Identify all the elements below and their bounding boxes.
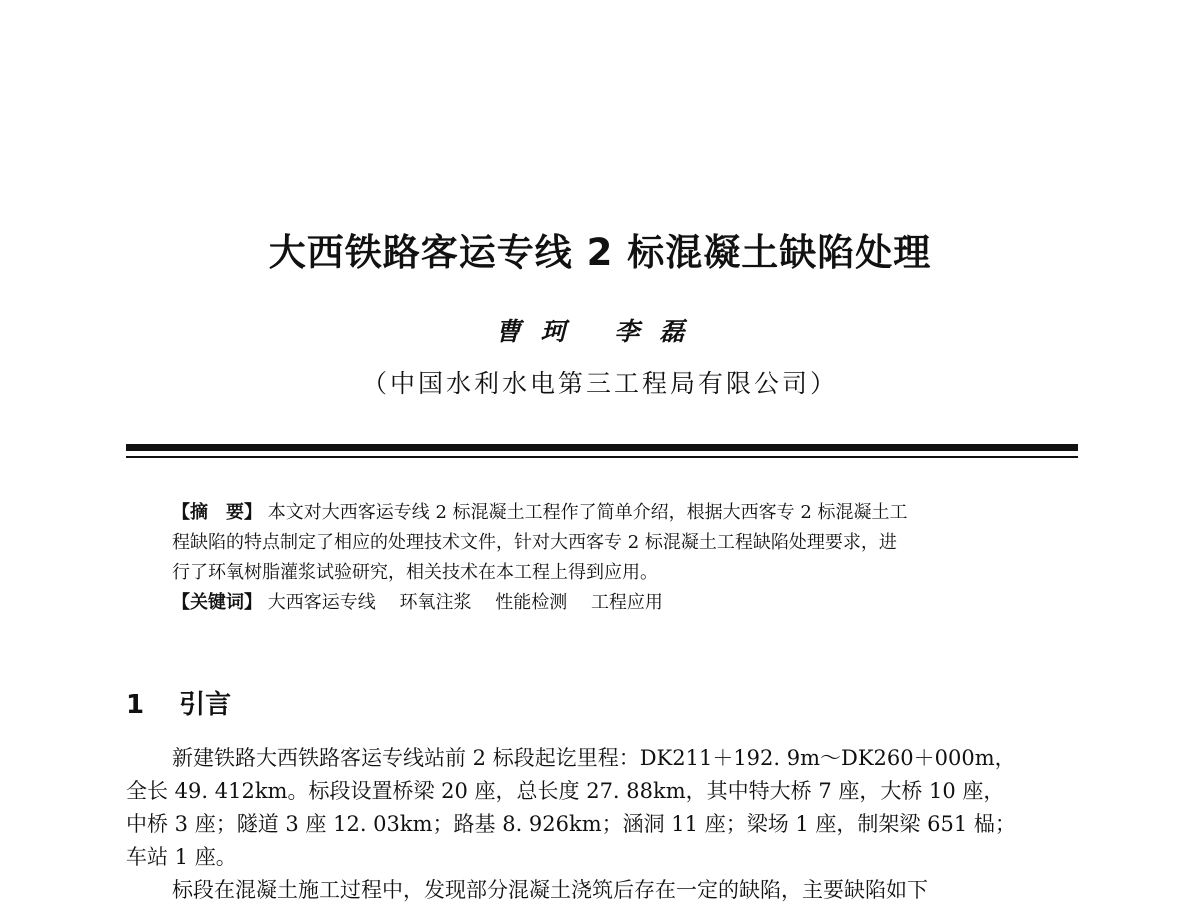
- abstract-line-3: 行了环氧树脂灌浆试验研究，相关技术在本工程上得到应用。: [172, 562, 658, 583]
- body-line: 中桥 3 座；隧道 3 座 12. 03km；路基 8. 926km；涵洞 11 座；梁场 1 座，制架梁 651 榀；: [126, 812, 1016, 836]
- body-text: [126, 742, 1078, 907]
- section-number: 1: [126, 690, 145, 720]
- body-line: 车站 1 座。: [126, 845, 237, 869]
- affiliation: （中国水利水电第三工程局有限公司）: [361, 369, 838, 398]
- keywords-label: 【关键词】: [172, 592, 262, 613]
- keyword: 性能检测: [495, 592, 568, 613]
- header-rule-thin: [126, 456, 1078, 458]
- header-rule-thick: [126, 444, 1078, 451]
- keyword: 环氧注浆: [399, 592, 472, 613]
- authors: 曹珂 李磊: [495, 317, 705, 346]
- paper-title: 大西铁路客运专线 2 标混凝土缺陷处理: [268, 231, 932, 274]
- keyword: 大西客运专线: [267, 592, 376, 613]
- body-line: 全长 49. 412km。标段设置桥梁 20 座，总长度 27. 88km，其中特大桥 7 座，大桥 10 座，: [126, 779, 1005, 803]
- section-heading: [126, 684, 231, 721]
- keywords-line: [172, 588, 1032, 618]
- body-line: 标段在混凝土施工过程中，发现部分混凝土浇筑后存在一定的缺陷，主要缺陷如下: [172, 878, 928, 902]
- abstract-line-2: 程缺陷的特点制定了相应的处理技术文件，针对大西客专 2 标混凝土工程缺陷处理要求，进: [172, 532, 897, 553]
- abstract-text: 本文对大西客运专线 2 标混凝土工程作了简单介绍，根据大西客专 2 标混凝土工: [267, 502, 908, 523]
- abstract-label: 【摘 要】: [172, 502, 262, 523]
- abstract-block: [172, 498, 1032, 618]
- abstract-line-1: [172, 498, 1032, 528]
- keyword: 工程应用: [590, 592, 663, 613]
- body-line: 新建铁路大西铁路客运专线站前 2 标段起讫里程：DK211＋192. 9m～DK260＋000m，: [172, 746, 1016, 770]
- section-title: 引言: [179, 690, 232, 720]
